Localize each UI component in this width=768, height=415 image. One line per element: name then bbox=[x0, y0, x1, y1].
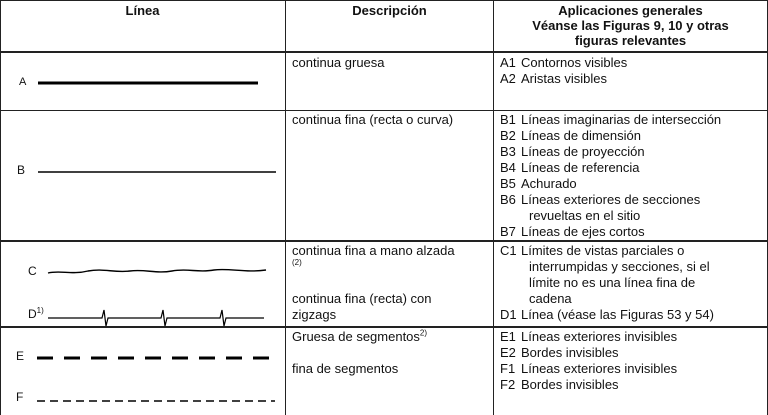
header-aplicaciones-line2: Véanse las Figuras 9, 10 y otras bbox=[532, 18, 729, 33]
header-aplicaciones-line3: figuras relevantes bbox=[574, 33, 687, 48]
line-label-d: $D^{1)}$ bbox=[28, 306, 44, 321]
description-b: continua fina (recta o curva) bbox=[292, 112, 454, 127]
app-c1-continuation-3: cadena bbox=[529, 291, 572, 306]
app-b5: B5 Achurado bbox=[500, 176, 577, 191]
app-f1: F1 Líneas exteriores invisibles bbox=[500, 361, 678, 376]
description-d-line1: continua fina (recta) con bbox=[292, 291, 432, 306]
line-label-c: C bbox=[28, 264, 37, 278]
description-d-line2: zigzags bbox=[292, 307, 337, 322]
line-label-b: B bbox=[17, 163, 26, 177]
app-b3: B3 Líneas de proyección bbox=[500, 144, 645, 159]
app-c1-continuation-1: interrumpidas y secciones, si el bbox=[529, 259, 710, 274]
header-aplicaciones-line1: Aplicaciones generales bbox=[558, 3, 703, 18]
app-c1-continuation-2: límite no es una línea fina de bbox=[529, 275, 696, 290]
app-b1: B1 Líneas imaginarias de intersección bbox=[500, 112, 722, 127]
description-f: fina de segmentos bbox=[292, 361, 399, 376]
app-d1: D1 Línea (véase las Figuras 53 y 54) bbox=[500, 307, 714, 322]
app-f2: F2 Bordes invisibles bbox=[500, 377, 619, 392]
line-sample-c bbox=[48, 270, 266, 273]
app-a2: A2 Aristas visibles bbox=[500, 71, 607, 86]
description-c-note: (2) bbox=[292, 258, 302, 267]
app-b2: B2 Líneas de dimensión bbox=[500, 128, 641, 143]
description-e: Gruesa de segmentos$^{2)}$ bbox=[292, 328, 428, 344]
app-e2: E2 Bordes invisibles bbox=[500, 345, 619, 360]
app-b4: B4 Líneas de referencia bbox=[500, 160, 640, 175]
app-c1: C1 Límites de vistas parciales o bbox=[500, 243, 685, 258]
header-linea: Línea bbox=[125, 3, 160, 18]
line-sample-d bbox=[48, 310, 264, 326]
app-b6: B6 Líneas exteriores de secciones bbox=[500, 192, 701, 207]
app-a1: A1 Contornos visibles bbox=[500, 55, 628, 70]
app-b7: B7 Líneas de ejes cortos bbox=[500, 224, 645, 239]
line-label-a: A bbox=[19, 76, 27, 88]
line-label-e: E bbox=[16, 349, 25, 363]
app-e1: E1 Líneas exteriores invisibles bbox=[500, 329, 678, 344]
header-descripcion: Descripción bbox=[352, 3, 427, 18]
line-label-f: F bbox=[16, 390, 24, 404]
app-b6-continuation: revueltas en el sitio bbox=[529, 208, 641, 223]
description-a: continua gruesa bbox=[292, 55, 385, 70]
description-c: continua fina a mano alzada bbox=[292, 243, 455, 258]
